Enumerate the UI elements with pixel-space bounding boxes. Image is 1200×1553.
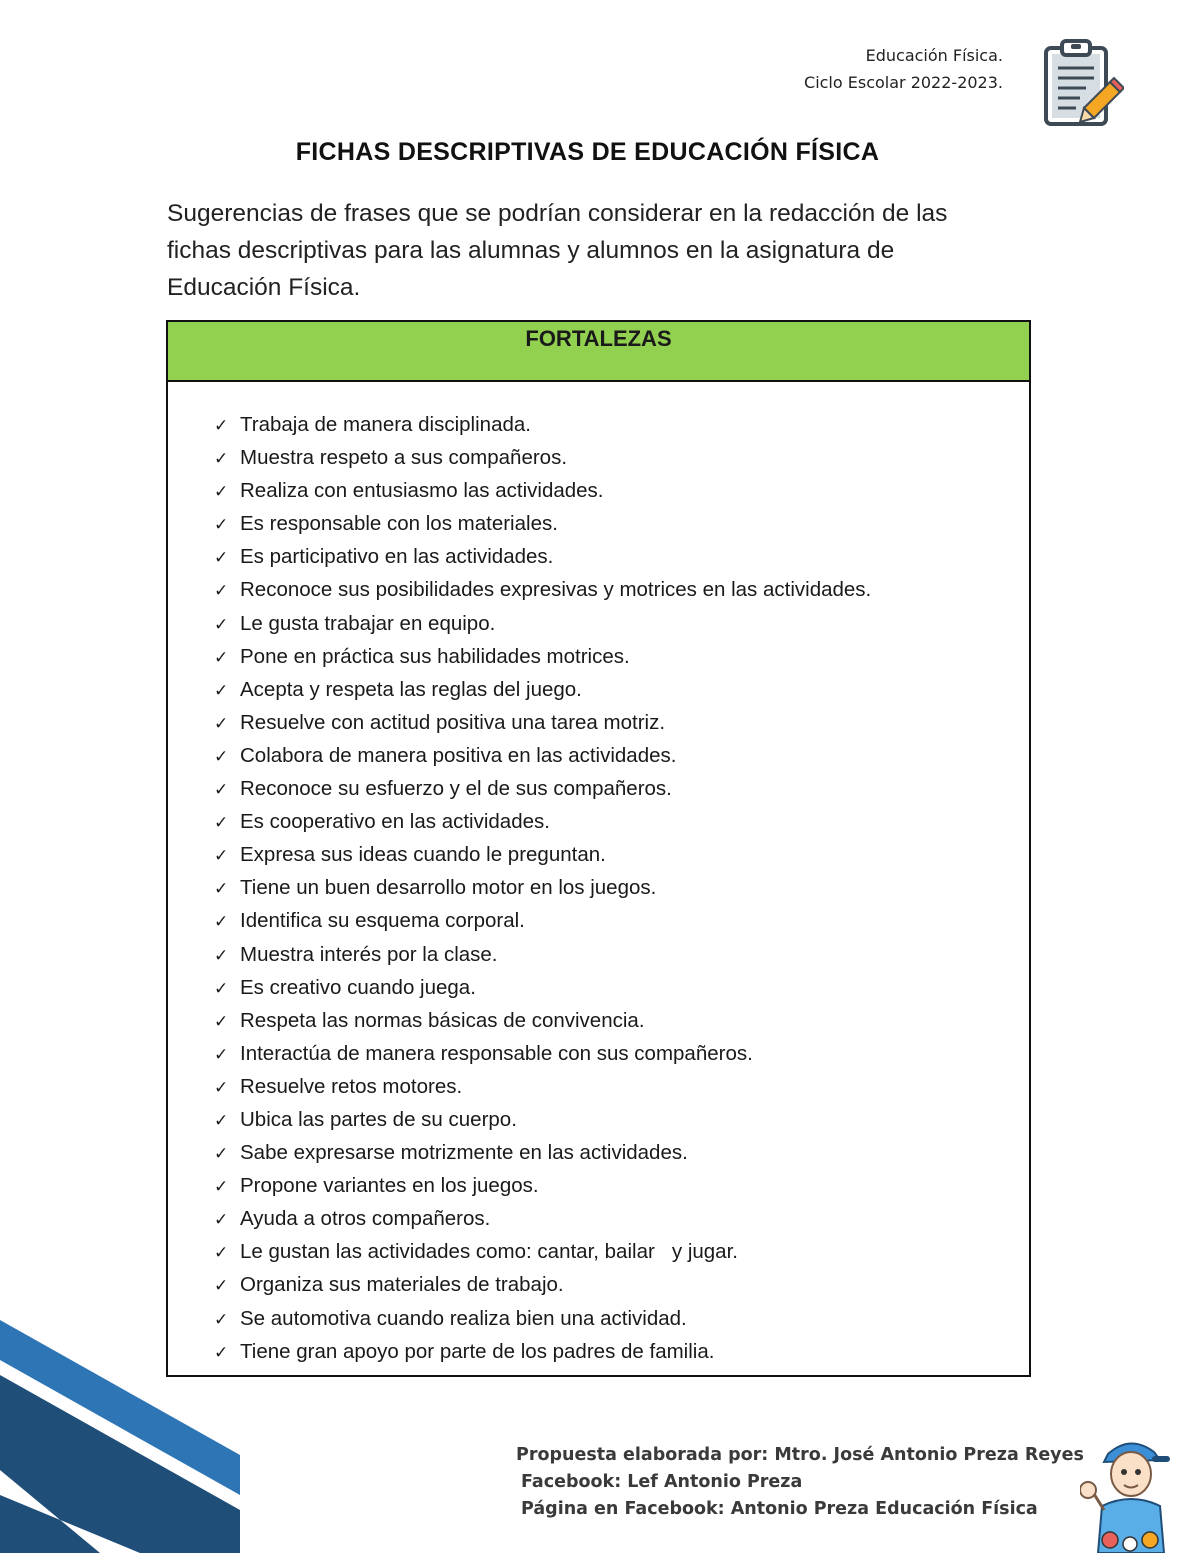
- strength-text: Resuelve con actitud positiva una tarea motriz.: [240, 710, 666, 734]
- strength-item: [214, 475, 1029, 508]
- strength-item: [214, 1137, 1029, 1170]
- intro-paragraph: Sugerencias de frases que se podrían considerar en la redacción de las fichas descriptivas para las alumnas y alumnos en la asignatura de Educación Física.: [167, 200, 948, 301]
- strength-item: [214, 839, 1029, 872]
- strength-item: [214, 508, 1029, 541]
- check-icon: ✓: [214, 879, 229, 900]
- strength-item: [214, 806, 1029, 839]
- strength-item: [214, 1203, 1029, 1236]
- check-icon: ✓: [214, 581, 229, 602]
- strength-item: [214, 1038, 1029, 1071]
- strength-text: Sabe expresarse motrizmente en las actividades.: [240, 1141, 688, 1165]
- strength-item: [214, 608, 1029, 641]
- strength-text: Organiza sus materiales de trabajo.: [240, 1273, 564, 1297]
- check-icon: ✓: [214, 1210, 229, 1231]
- decorative-stripes: [0, 1320, 240, 1553]
- strength-text: Es responsable con los materiales.: [240, 512, 558, 536]
- strength-item: [214, 972, 1029, 1005]
- check-icon: ✓: [214, 515, 229, 536]
- strength-item: [214, 740, 1029, 773]
- strength-item: [214, 442, 1029, 475]
- check-icon: ✓: [214, 978, 229, 999]
- footer-credits: [516, 1442, 1084, 1523]
- check-icon: ✓: [214, 1044, 229, 1065]
- strength-item: [214, 1071, 1029, 1104]
- strength-item: [214, 409, 1029, 442]
- strength-text: Colabora de manera positiva en las actividades.: [240, 743, 677, 767]
- strength-text: Le gustan las actividades como: cantar, bailar y jugar.: [240, 1240, 738, 1264]
- strength-text: Es cooperativo en las actividades.: [240, 810, 550, 834]
- check-icon: ✓: [214, 680, 229, 701]
- check-icon: ✓: [214, 813, 229, 834]
- footer-facebook: Facebook: Lef Antonio Preza: [521, 1472, 803, 1492]
- check-icon: ✓: [214, 1144, 229, 1165]
- strength-text: Tiene un buen desarrollo motor en los juegos.: [240, 876, 657, 900]
- strength-text: Realiza con entusiasmo las actividades.: [240, 479, 604, 503]
- strength-item: [214, 641, 1029, 674]
- check-icon: ✓: [214, 780, 229, 801]
- check-icon: ✓: [214, 1342, 229, 1363]
- strength-item: [214, 1170, 1029, 1203]
- check-icon: ✓: [214, 1110, 229, 1131]
- strength-item: [214, 939, 1029, 972]
- check-icon: ✓: [214, 548, 229, 569]
- strengths-list: [168, 382, 1029, 1369]
- strength-item: [214, 574, 1029, 607]
- check-icon: ✓: [214, 1243, 229, 1264]
- strength-text: Interactúa de manera responsable con sus compañeros.: [240, 1041, 753, 1065]
- footer-author: Propuesta elaborada por: Mtro. José Antonio Preza Reyes: [516, 1445, 1084, 1465]
- check-icon: ✓: [214, 912, 229, 933]
- check-icon: ✓: [214, 1276, 229, 1297]
- strength-text: Reconoce sus posibilidades expresivas y motrices en las actividades.: [240, 578, 872, 602]
- strength-text: Propone variantes en los juegos.: [240, 1174, 539, 1198]
- strength-text: Tiene gran apoyo por parte de los padres de familia.: [240, 1339, 715, 1363]
- strength-item: [214, 541, 1029, 574]
- strength-text: Ayuda a otros compañeros.: [240, 1207, 491, 1231]
- strength-text: Reconoce su esfuerzo y el de sus compañeros.: [240, 777, 672, 801]
- check-icon: ✓: [214, 713, 229, 734]
- check-icon: ✓: [214, 1177, 229, 1198]
- strength-item: [214, 1104, 1029, 1137]
- strength-item: [214, 905, 1029, 938]
- document-header: [804, 42, 1003, 96]
- strength-text: Ubica las partes de su cuerpo.: [240, 1107, 517, 1131]
- strength-text: Identifica su esquema corporal.: [240, 909, 525, 933]
- check-icon: ✓: [214, 746, 229, 767]
- strength-item: [214, 1303, 1029, 1336]
- check-icon: ✓: [214, 1309, 229, 1330]
- check-icon: ✓: [214, 449, 229, 470]
- mascot-logo: [1080, 1432, 1180, 1553]
- strength-item: [214, 1005, 1029, 1038]
- footer-page: Página en Facebook: Antonio Preza Educación Física: [521, 1499, 1038, 1519]
- check-icon: ✓: [214, 945, 229, 966]
- strength-text: Respeta las normas básicas de convivencia.: [240, 1008, 645, 1032]
- header-subject: Educación Física.: [865, 46, 1003, 65]
- check-icon: ✓: [214, 647, 229, 668]
- strength-text: Es participativo en las actividades.: [240, 545, 554, 569]
- strength-item: [214, 773, 1029, 806]
- strengths-table: [166, 320, 1031, 1377]
- strength-item: [214, 872, 1029, 905]
- strength-item: [214, 1236, 1029, 1269]
- table-header: FORTALEZAS: [168, 322, 1029, 382]
- check-icon: ✓: [214, 846, 229, 867]
- strength-item: [214, 707, 1029, 740]
- strength-text: Pone en práctica sus habilidades motrices.: [240, 644, 630, 668]
- strength-text: Le gusta trabajar en equipo.: [240, 611, 496, 635]
- strength-text: Muestra respeto a sus compañeros.: [240, 446, 568, 470]
- check-icon: ✓: [214, 416, 229, 436]
- check-icon: ✓: [214, 1077, 229, 1098]
- strength-item: [214, 1336, 1029, 1369]
- strength-text: Es creativo cuando juega.: [240, 975, 476, 999]
- clipboard-pencil-icon: [1040, 38, 1124, 128]
- strength-text: Resuelve retos motores.: [240, 1074, 463, 1098]
- strength-text: Muestra interés por la clase.: [240, 942, 498, 966]
- strength-text: Trabaja de manera disciplinada.: [240, 413, 531, 436]
- strength-text: Se automotiva cuando realiza bien una actividad.: [240, 1306, 687, 1330]
- page-title: FICHAS DESCRIPTIVAS DE EDUCACIÓN FÍSICA: [295, 138, 880, 166]
- strength-item: [214, 674, 1029, 707]
- strength-item: [214, 1269, 1029, 1302]
- check-icon: ✓: [214, 1011, 229, 1032]
- strength-text: Acepta y respeta las reglas del juego.: [240, 677, 582, 701]
- check-icon: ✓: [214, 614, 229, 635]
- header-cycle: Ciclo Escolar 2022-2023.: [804, 73, 1003, 92]
- strength-text: Expresa sus ideas cuando le preguntan.: [240, 843, 606, 867]
- check-icon: ✓: [214, 482, 229, 503]
